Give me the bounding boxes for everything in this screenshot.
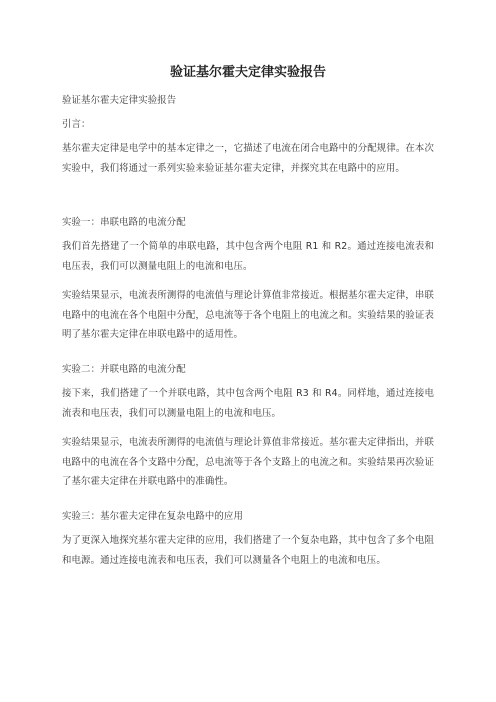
paragraph-exp2-result: 实验结果显示，电流表所测得的电流值与理论计算值非常接近。基尔霍夫定律指出，并联电路中的电流在各个支路中分配，总电流等于各个支路上的电流之和。实验结果再次验证了基尔霍夫定律在并联电路中的准确性。	[62, 437, 434, 487]
paragraph-exp3-setup: 为了更深入地探究基尔霍夫定律的应用，我们搭建了一个复杂电路，其中包含了多个电阻和电源。通过连接电流表和电压表，我们可以测量各个电阻上的电流和电压。	[62, 535, 434, 566]
paragraph-exp1-result: 实验结果显示，电流表所测得的电流值与理论计算值非常接近。根据基尔霍夫定律，串联电路中的电流在各个电阻中分配，总电流等于各个电阻上的电流之和。实验结果的验证表明了基尔霍夫定律在串联电路中的适用性。	[62, 290, 434, 340]
paragraph-exp3-heading: 实验三：基尔霍夫定律在复杂电路中的应用	[62, 511, 243, 522]
paragraph-exp2-heading: 实验二：并联电路的电流分配	[62, 364, 186, 375]
paragraph-exp1-heading: 实验一：串联电路的电流分配	[62, 217, 186, 228]
paragraph-exp1-setup: 我们首先搭建了一个简单的串联电路，其中包含两个电阻 R1 和 R2。通过连接电流表和电压表，我们可以测量电阻上的电流和电压。	[62, 241, 434, 272]
paragraph-exp2-setup: 接下来，我们搭建了一个并联电路，其中包含两个电阻 R3 和 R4。同样地，通过连接电流表和电压表，我们可以测量电阻上的电流和电压。	[62, 388, 434, 419]
paragraph-intro: 基尔霍夫定律是电学中的基本定律之一，它描述了电流在闭合电路中的分配规律。在本次实验中，我们将通过一系列实验来验证基尔霍夫定律，并探究其在电路中的应用。	[62, 143, 434, 174]
paragraph-subtitle: 验证基尔霍夫定律实验报告	[62, 95, 177, 106]
document-title: 验证基尔霍夫定律实验报告	[169, 65, 326, 80]
paragraph-intro-heading: 引言：	[62, 119, 91, 130]
